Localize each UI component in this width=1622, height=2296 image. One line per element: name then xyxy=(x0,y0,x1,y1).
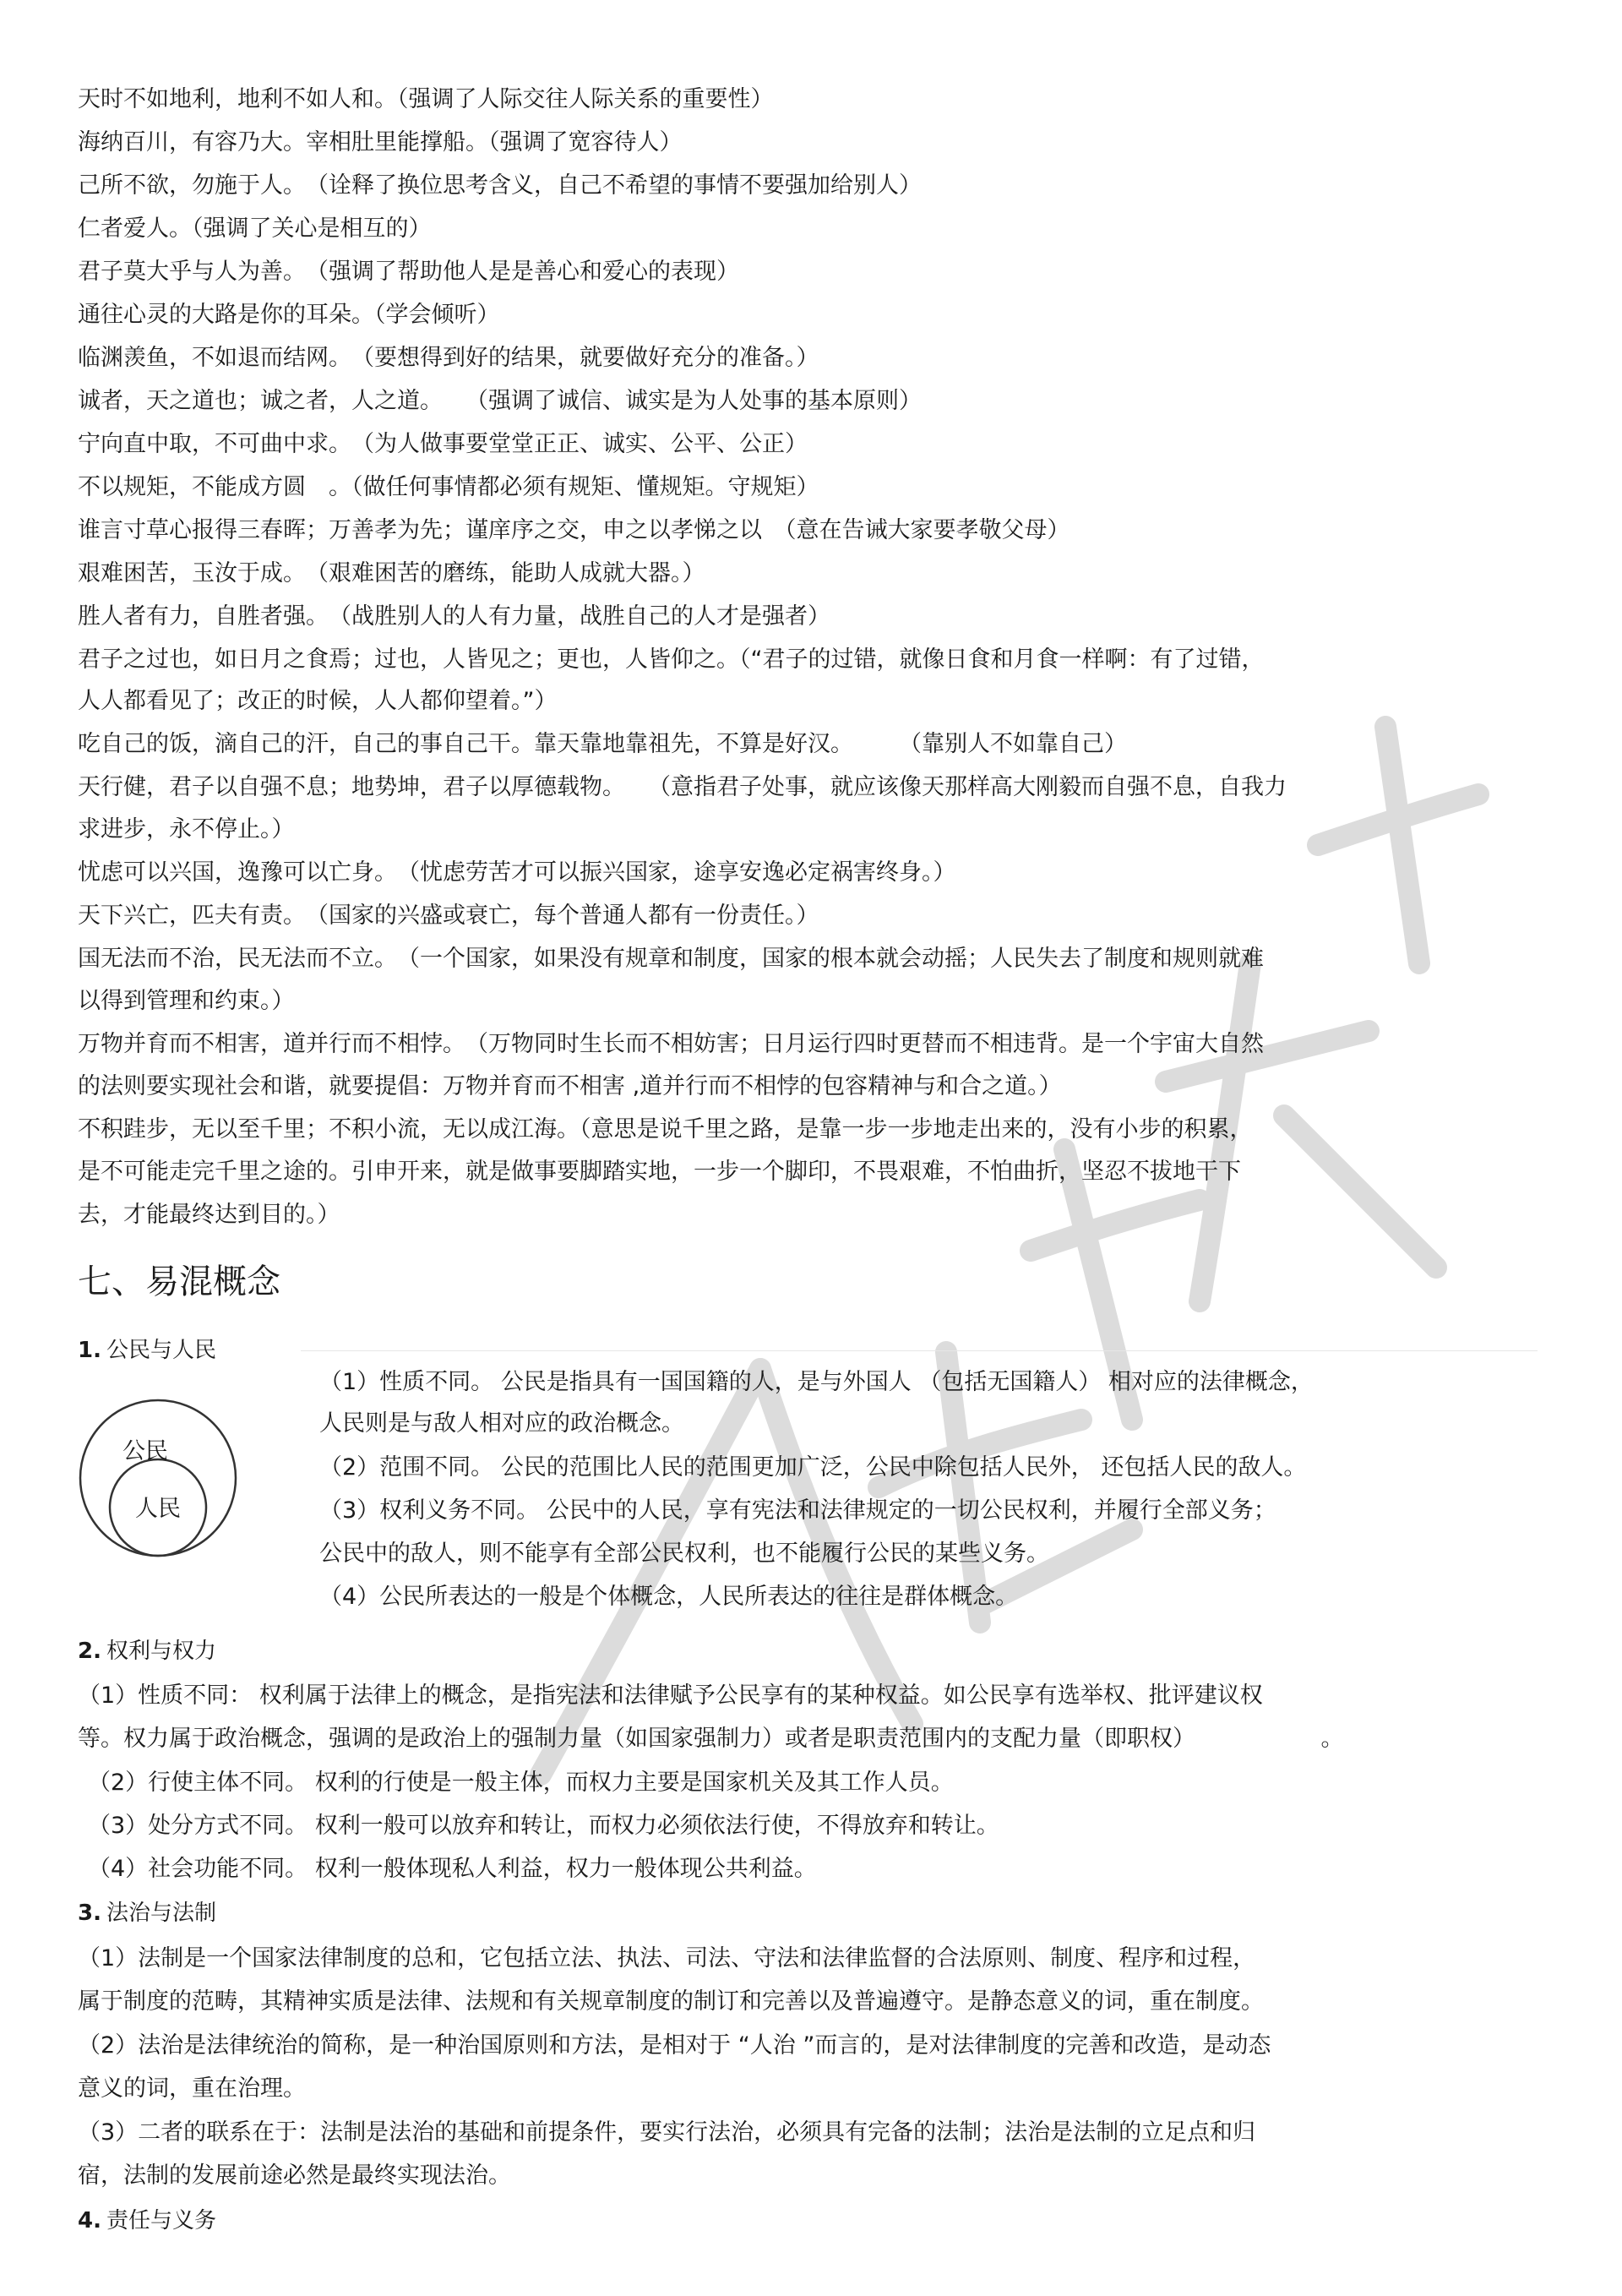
quote-line: 忧虑可以兴国，逸豫可以亡身。 （忧虑劳苦才可以振兴国家，途享安逸必定祸害终身。） xyxy=(78,859,956,886)
quote-line: 的法则要实现社会和谐，就要提倡：万物并育而不相害 ,道并行而不相悖的包容精神与和合之道。） xyxy=(78,1073,1062,1099)
concept-heading-4 xyxy=(78,2206,216,2236)
quote-line: 海纳百川，有容乃大。宰相肚里能撑船。（强调了宽容待人） xyxy=(78,129,683,155)
concept-number: 4. xyxy=(78,2208,101,2233)
section-title: 七、易混概念 xyxy=(78,1263,280,1301)
concept-line: （2）法治是法律统治的简称，是一种治国原则和方法，是相对于 “人治 ”而言的，是对法律制度的完善和改造，是动态 xyxy=(78,2032,1271,2059)
quote-line: 人人都看见了；改正的时候，人人都仰望着。”） xyxy=(78,688,558,714)
concept-title: 责任与义务 xyxy=(106,2208,216,2233)
outer-circle xyxy=(80,1400,236,1556)
concept-line: （2）范围不同。 公民的范围比人民的范围更加广泛，公民中除包括人民外， 还包括人民的敌人。 xyxy=(319,1454,1307,1481)
quote-line: 以得到管理和约束。） xyxy=(78,988,295,1014)
quote-line: 胜人者有力，自胜者强。 （战胜别人的人有力量，战胜自己的人才是强者） xyxy=(78,603,830,630)
outer-label: 公民 xyxy=(122,1438,168,1464)
concept-heading-2 xyxy=(78,1636,216,1666)
quote-line: 仁者爱人。（强调了关心是相互的） xyxy=(78,215,432,242)
concept-title: 法治与法制 xyxy=(106,1901,216,1926)
concept-line: （3）权利义务不同。 公民中的人民，享有宪法和法律规定的一切公民权利，并履行全部义务； xyxy=(319,1497,1276,1524)
quote-line: 己所不欲，勿施于人。 （诠释了换位思考含义，自己不希望的事情不要强加给别人） xyxy=(78,172,922,199)
quote-line: 国无法而不治，民无法而不立。 （一个国家，如果没有规章和制度，国家的根本就会动摇；人民失去了制度和规则就难 xyxy=(78,946,1264,972)
quote-line: 诚者，天之道也；诚之者，人之道。 （强调了诚信、诚实是为人处事的基本原则） xyxy=(78,388,922,414)
quote-line: 通往心灵的大路是你的耳朵。（学会倾听） xyxy=(78,302,500,328)
quote-line: 天行健，君子以自强不息；地势坤，君子以厚德载物。 （意指君子处事，就应该像天那样高大刚毅而自强不息，自我力 xyxy=(78,774,1287,800)
quote-line: 万物并育而不相害，道并行而不相悖。 （万物同时生长而不相妨害；日月运行四时更替而不相违背。是一个宇宙大自然 xyxy=(78,1031,1264,1057)
quote-line: 不积跬步，无以至千里；不积小流，无以成江海。（意思是说千里之路，是靠一步一步地走出来的，没有小步的积累， xyxy=(78,1116,1253,1143)
concept-line: （1）性质不同。 公民是指具有一国国籍的人，是与外国人 （包括无国籍人） 相对应的法律概念， xyxy=(319,1369,1314,1395)
concept-line: 等。权力属于政治概念，强调的是政治上的强制力量（如国家强制力）或者是职责范围内的支配力量（即职权） 。 xyxy=(78,1726,1344,1752)
quote-line: 是不可能走完千里之途的。引申开来，就是做事要脚踏实地，一步一个脚印，不畏艰难，不怕曲折，坚忍不拔地干下 xyxy=(78,1159,1241,1185)
concept-line: （1）性质不同： 权利属于法律上的概念，是指宪法和法律赋予公民享有的某种权益。如公民享有选举权、批评建议权 xyxy=(78,1682,1263,1709)
concept-line: 属于制度的范畴，其精神实质是法律、法规和有关规章制度的制订和完善以及普遍遵守。是静态意义的词，重在制度。 xyxy=(78,1988,1264,2015)
concept-line: （4）社会功能不同。 权利一般体现私人利益，权力一般体现公共利益。 xyxy=(88,1856,817,1882)
concept-line: 人民则是与敌人相对应的政治概念。 xyxy=(319,1410,684,1437)
citizen-people-venn-diagram xyxy=(78,1398,238,1558)
concept-number: 1. xyxy=(78,1338,101,1363)
quote-line: 宁向直中取，不可曲中求。 （为人做事要堂堂正正、诚实、公平、公正） xyxy=(78,431,808,457)
concept-heading-1 xyxy=(78,1335,216,1366)
quote-line: 去，才能最终达到目的。） xyxy=(78,1202,340,1228)
concept-line: （2）行使主体不同。 权利的行使是一般主体，而权力主要是国家机关及其工作人员。 xyxy=(88,1770,954,1796)
concept-line: 意义的词，重在治理。 xyxy=(78,2075,306,2102)
quote-line: 艰难困苦，玉汝于成。 （艰难困苦的磨练，能助人成就大器。） xyxy=(78,560,705,586)
divider-line xyxy=(301,1350,1538,1351)
concept-number: 2. xyxy=(78,1639,101,1664)
quote-line: 君子之过也，如日月之食焉；过也，人皆见之；更也，人皆仰之。（“君子的过错，就像日食和月食一样啊：有了过错， xyxy=(78,646,1265,673)
quote-line: 谁言寸草心报得三春晖；万善孝为先；谨庠序之交，申之以孝悌之以 （意在告诫大家要孝敬父母） xyxy=(78,517,1070,543)
concept-line: （3）处分方式不同。 权利一般可以放弃和转让，而权力必须依法行使，不得放弃和转让。 xyxy=(88,1813,999,1839)
quote-line: 天时不如地利，地利不如人和。（强调了人际交往人际关系的重要性） xyxy=(78,86,774,112)
concept-line: （1）法制是一个国家法律制度的总和，它包括立法、执法、司法、守法和法律监督的合法原则、制度、程序和过程， xyxy=(78,1945,1256,1972)
quote-line: 不以规矩，不能成方圆 。（做任何事情都必须有规矩、懂规矩。守规矩） xyxy=(78,474,819,500)
concept-line: （3）二者的联系在于：法制是法治的基础和前提条件，要实行法治，必须具有完备的法制；法治是法制的立足点和归 xyxy=(78,2119,1256,2146)
concept-number: 3. xyxy=(78,1901,101,1926)
concept-line: （4）公民所表达的一般是个体概念，人民所表达的往往是群体概念。 xyxy=(319,1584,1019,1610)
concept-heading-3 xyxy=(78,1898,216,1928)
concept-title: 公民与人民 xyxy=(106,1338,216,1363)
quote-line: 天下兴亡，匹夫有责。 （国家的兴盛或衰亡，每个普通人都有一份责任。） xyxy=(78,903,819,929)
inner-label: 人民 xyxy=(135,1496,181,1522)
concept-title: 权利与权力 xyxy=(106,1639,216,1664)
quote-line: 吃自己的饭，滴自己的汗，自己的事自己干。靠天靠地靠祖先，不算是好汉。 （靠别人不如靠自己） xyxy=(78,731,1127,757)
concept-line: 宿，法制的发展前途必然是最终实现法治。 xyxy=(78,2162,511,2189)
quote-line: 君子莫大乎与人为善。 （强调了帮助他人是是善心和爱心的表现） xyxy=(78,259,739,285)
concept-line: 公民中的敌人，则不能享有全部公民权利，也不能履行公民的某些义务。 xyxy=(319,1541,1049,1567)
quote-line: 临渊羡鱼，不如退而结网。 （要想得到好的结果，就要做好充分的准备。） xyxy=(78,345,819,371)
quote-line: 求进步，永不停止。） xyxy=(78,816,295,843)
